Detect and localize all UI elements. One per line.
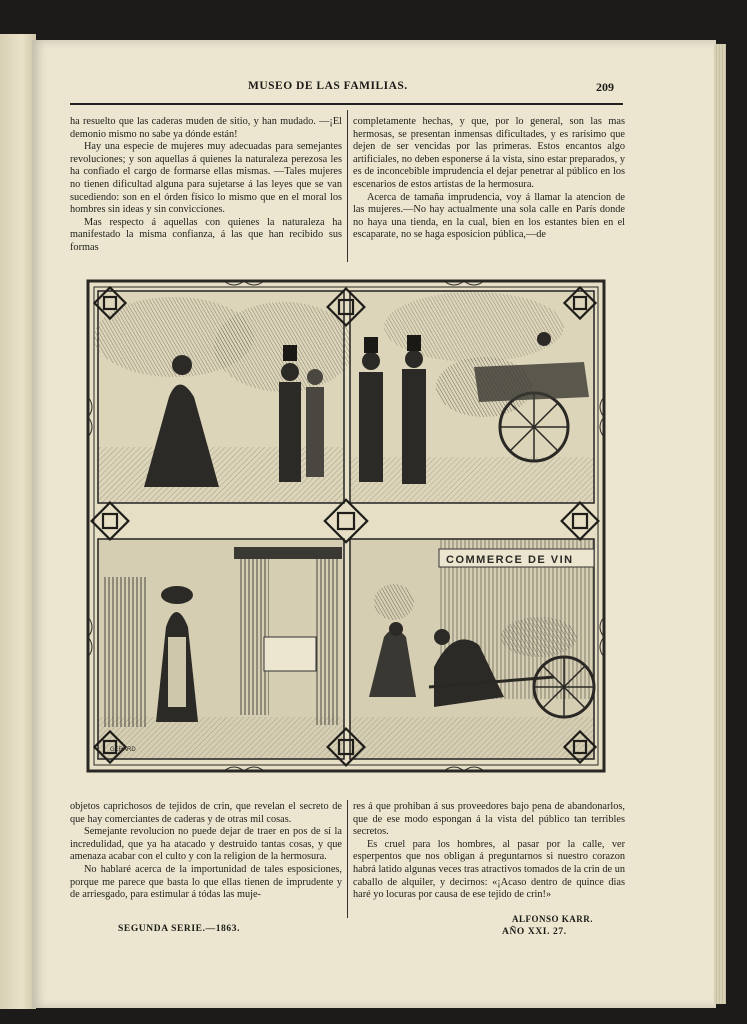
paragraph: completamente hechas, y que, por lo general, son las mas hermosas, se presentan inmensas dificultades, y es rarísimo que dejen de ser vencidas por las primeras. Estos encantos algo artificiales, no deben esponerse á la vista, sino estar preparados, y es de inconcebible imprudencia el dejar penetrar al público en los escenarios de estos artistas de la hermosura. xyxy=(353,116,625,190)
paragraph: Semejante revolucion no puede dejar de traer en pos de sí la incredulidad, que ya ha atacado y destruido tantas cosas, y que amenaza acabar con el culto y con la religion de la hermosura. xyxy=(70,826,342,863)
panel-interior-scene xyxy=(98,539,344,759)
page-number: 209 xyxy=(596,80,614,94)
paragraph: objetos caprichosos de tejidos de crin, que revelan el secreto de que hay comerciantes de caderas y de otras mil cosas. xyxy=(70,801,342,825)
author-signature: ALFONSO KARR. xyxy=(512,914,594,924)
page-stack-edge xyxy=(714,44,726,1004)
page-header-title: MUSEO DE LAS FAMILIAS. xyxy=(248,80,408,92)
text-column-top-right xyxy=(353,116,625,242)
column-divider xyxy=(347,800,348,918)
paragraph: ha resuelto que las caderas muden de sitio, y han mudado. —¡El demonio mismo no sabe ya dónde están! xyxy=(70,116,342,140)
paragraph: No hablaré acerca de la importunidad de tales esposiciones, porque me parece que basta lo que ellas tienen de imprudente y de arriesgado, para estimular á tódas las muje- xyxy=(70,863,342,901)
footer-series: SEGUNDA SERIE.—1863. xyxy=(118,924,241,934)
shop-sign: COMMERCE DE VIN xyxy=(446,554,574,566)
paragraph: Hay una especie de mujeres muy adecuadas para semejantes revoluciones; y son aquellas á quienes la naturaleza perezosa les ha confiado el cargo de formarse ellas mismas. —Tales mujeres no tienen dificultad alguna para sujetarse á las leyes que se van sucediendo: son en el órden físico lo mismo que en el moral los hombres sin ideas y sin convicciones. xyxy=(70,141,342,216)
paragraph: res á que prohiban á sus proveedores bajo pena de abandonarlos, que de ese modo espongan á la vista del público tan terribles secretos. xyxy=(353,801,625,838)
header-rule xyxy=(70,103,623,105)
footer-year: AÑO XXI. 27. xyxy=(502,927,567,937)
column-divider xyxy=(347,110,348,262)
text-column-bottom-left xyxy=(70,801,342,902)
engraving-illustration xyxy=(84,277,608,775)
panel-carriage-scene xyxy=(350,291,594,503)
text-column-top-left xyxy=(70,116,342,255)
paragraph: Es cruel para los hombres, al pasar por la calle, ver esperpentos que nos obligan á preguntarnos si nuestro corazon habrá latido algunas veces tras atractivos tomados de la crin de un caballo de alquiler, y decirnos: «¡Acaso dentro de quince dias haré yo locuras por causa de ese tejido de crin!» xyxy=(353,838,625,901)
engraver-signature: GERARD xyxy=(110,747,136,753)
paragraph: Mas respecto á aquellas con quienes la naturaleza ha manifestado la misma confianza, á las que han recibido sus formas xyxy=(70,216,342,253)
paragraph: Acerca de tamaña imprudencia, voy á llamar la atencion de las mujeres.—No hay actualmente una sola calle en París donde no haya una tienda, en la cual, bien en los estantes bien en el escaparate, no se haga esposicion pública,—de xyxy=(353,191,625,241)
text-column-bottom-right xyxy=(353,801,625,902)
panel-park-scene xyxy=(94,291,354,503)
panel-street-scene xyxy=(350,539,594,759)
left-page-edge xyxy=(0,34,36,1009)
